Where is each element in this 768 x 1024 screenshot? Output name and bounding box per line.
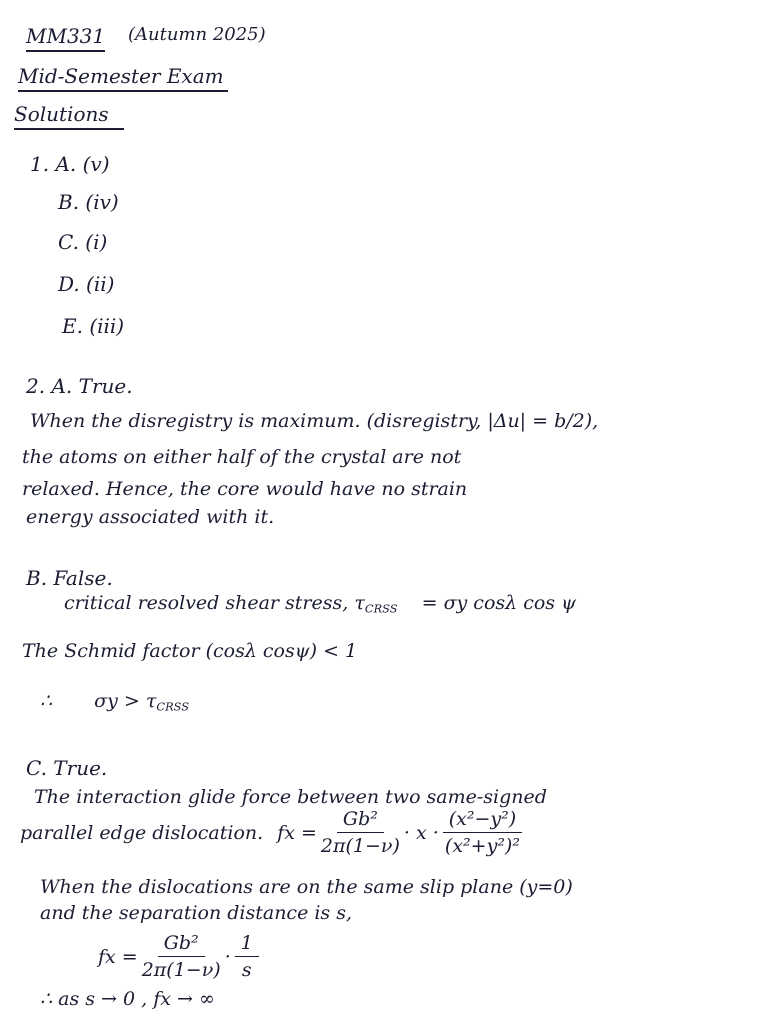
q2a-line1: When the disregistry is maximum. (disregistry, |Δu| = b/2), [30, 410, 599, 432]
q2b-therefore: ∴ [40, 690, 53, 712]
q2b-label: B. False. [26, 566, 113, 590]
q2a-line2: the atoms on either half of the crystal are not [22, 446, 462, 468]
q2b-line2: The Schmid factor (cosλ cosψ) < 1 [22, 640, 358, 662]
q2a-line3: relaxed. Hence, the core would have no strain [22, 478, 468, 500]
q2c-line2 [20, 808, 526, 857]
q2c-limit: ∴ as s → 0 , fx → ∞ [40, 988, 215, 1010]
q2c-frac1-num: Gb² [337, 808, 384, 833]
q2c-frac4-num: 1 [235, 932, 259, 957]
exam-title: Mid-Semester Exam [18, 64, 228, 92]
q2c-dot: · [224, 945, 231, 968]
q2c-equation-2 [98, 932, 263, 981]
q2c-line3: When the dislocations are on the same slip plane (y=0) [40, 876, 573, 898]
q2c-line2-text: parallel edge dislocation. [20, 821, 264, 844]
q1-answer-e: E. (iii) [62, 314, 125, 338]
q2a-line4: energy associated with it. [26, 506, 275, 528]
q2c-fx2: fx = [98, 945, 138, 968]
q2b-line3 [40, 690, 189, 713]
q2c-frac3-num: Gb² [158, 932, 205, 957]
q2b-line3-lhs: σy > τ [94, 690, 157, 712]
q2b-line1-text: critical resolved shear stress, τ [64, 592, 365, 614]
q1-answer-d: D. (ii) [58, 272, 115, 296]
q2b-line1-rhs: = σy cosλ cos ψ [421, 592, 576, 614]
q2b-line3-sub: CRSS [156, 699, 190, 714]
q2c-line4: and the separation distance is s, [40, 902, 353, 924]
q2c-frac2-num: (x²−y²) [443, 808, 522, 833]
q1-answer-c: C. (i) [58, 230, 108, 254]
q2c-frac1-den: 2π(1−ν) [320, 835, 400, 857]
q2c-label: C. True. [26, 756, 108, 780]
q2b-line1-sub: CRSS [364, 601, 398, 616]
q2c-frac2-den: (x²+y²)² [444, 835, 520, 857]
q2a-label: 2. A. True. [26, 374, 133, 398]
q2c-fraction-1 [321, 808, 400, 857]
q2c-fraction-3 [142, 932, 221, 981]
q2c-fx: fx = [277, 821, 317, 844]
q1-answer-a: 1. A. (v) [30, 152, 110, 176]
doc-title: Solutions [14, 102, 124, 130]
q2c-fraction-2 [443, 808, 522, 857]
q2b-line1 [64, 592, 576, 615]
q2c-dot-x: · x · [403, 821, 439, 844]
course-code: MM331 [26, 24, 105, 52]
q2c-frac4-den: s [241, 959, 252, 981]
q2c-line1: The interaction glide force between two same-signed [34, 786, 547, 808]
q2c-fraction-4 [235, 932, 259, 981]
term: (Autumn 2025) [128, 24, 266, 45]
q2c-frac3-den: 2π(1−ν) [141, 959, 221, 981]
q1-answer-b: B. (iv) [58, 190, 119, 214]
